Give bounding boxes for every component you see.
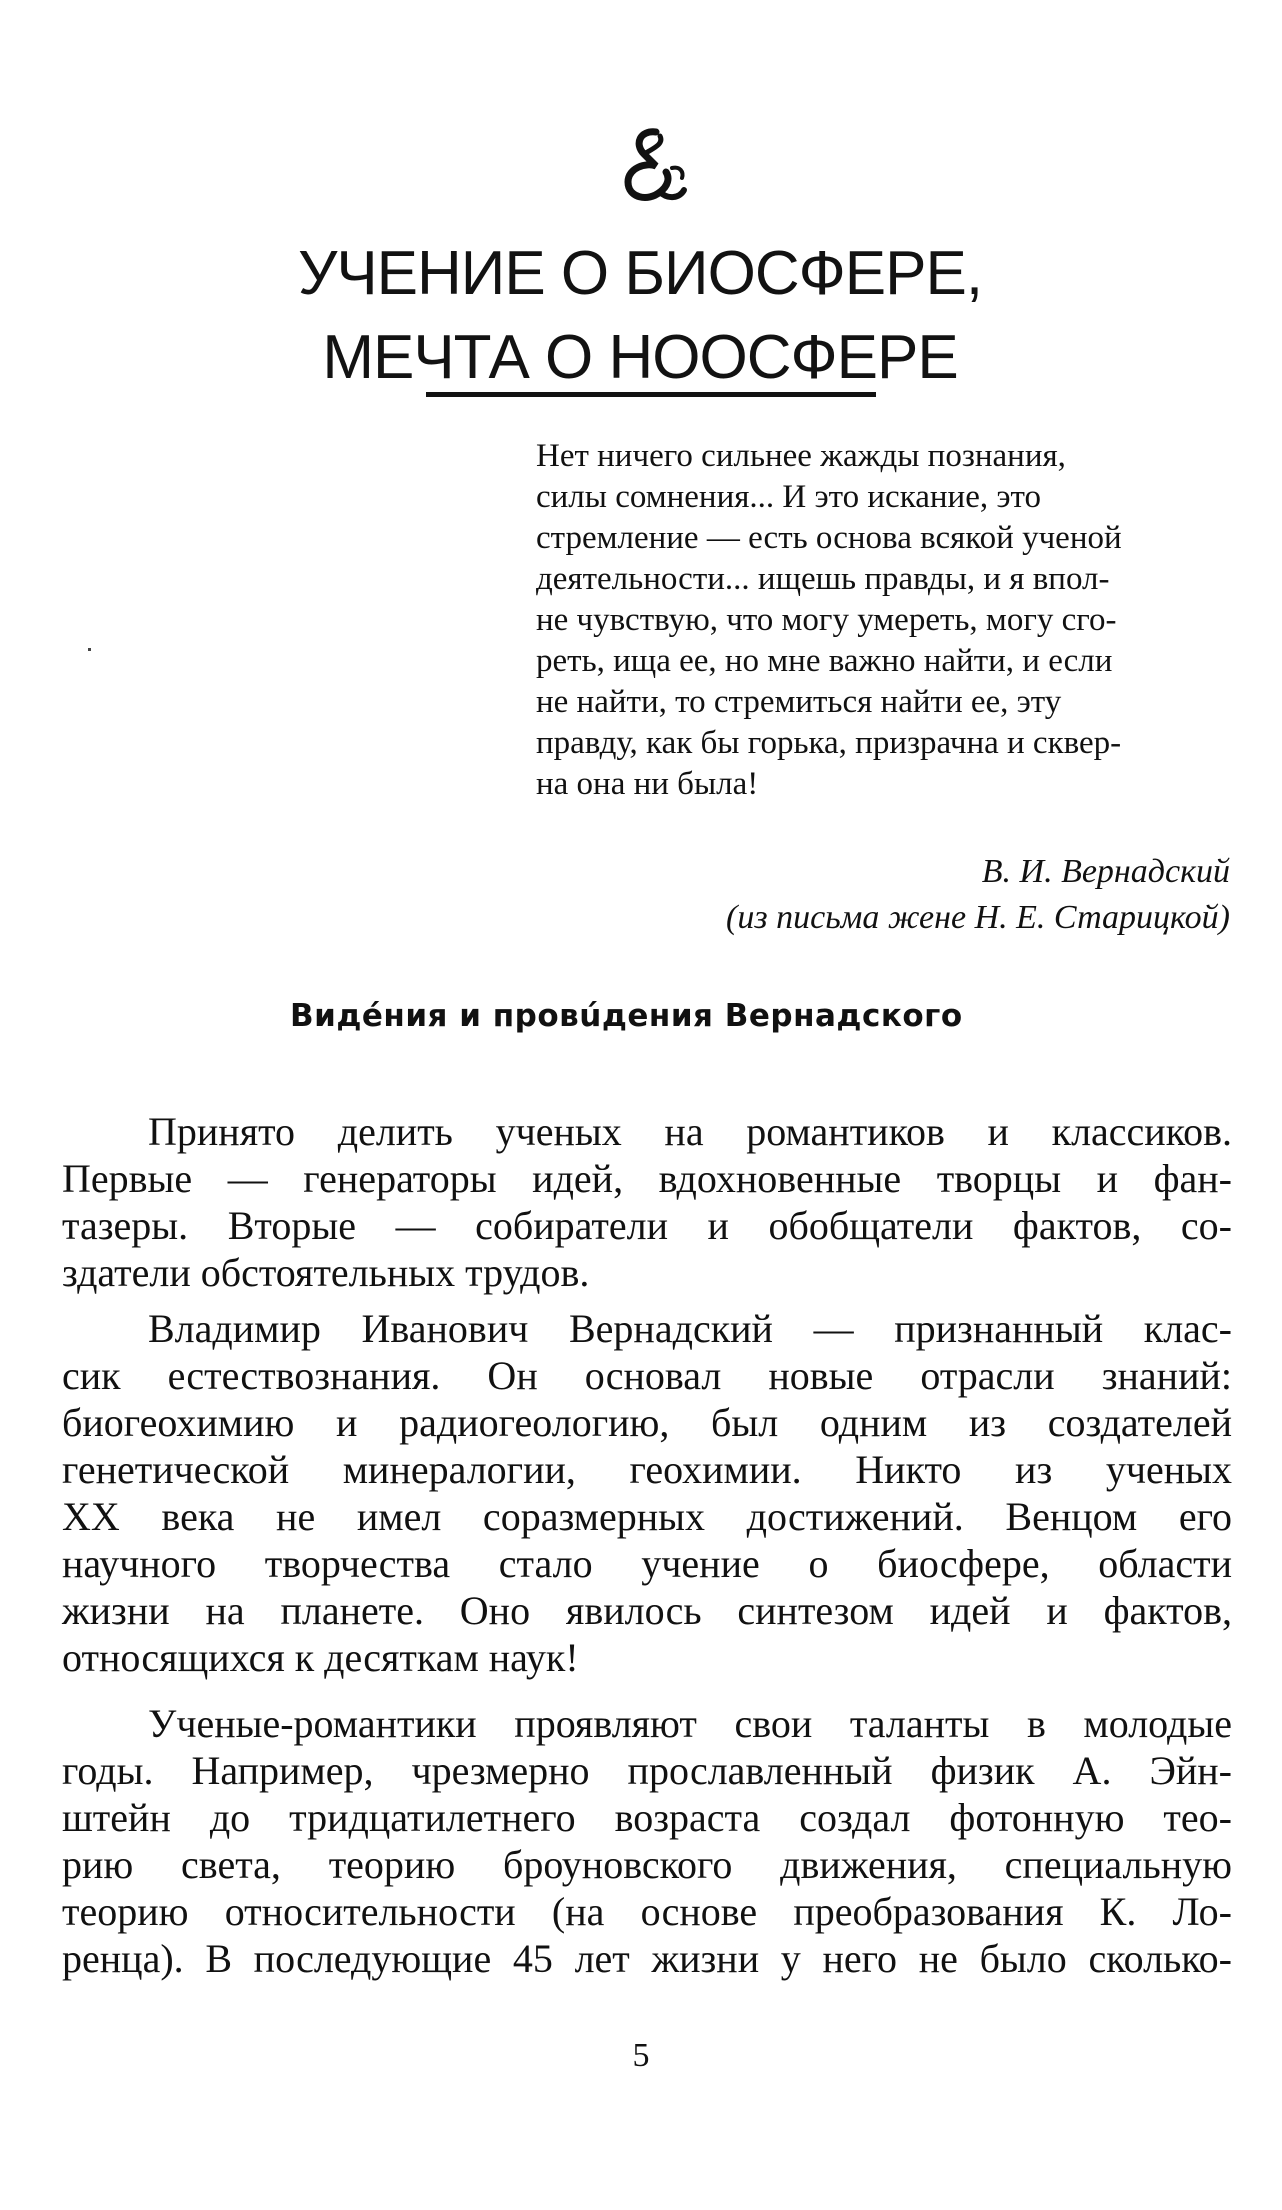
chapter-title-line-2: МЕЧТА О НООСФЕРЕ [322, 323, 958, 392]
paragraph-1 [62, 1108, 1232, 1296]
paragraph-line: тазеры. Вторые — собиратели и обобщатели фактов, со- [62, 1203, 1232, 1248]
print-speck [88, 648, 91, 651]
paragraph-line: Ученые-романтики проявляют свои таланты в молодые [148, 1701, 1232, 1746]
epigraph-line: Нет ничего сильнее жажды познания, [536, 438, 1066, 474]
epigraph-line: силы сомнения... И это искание, это [536, 479, 1041, 515]
paragraph-line: биогеохимию и радиогеологию, был одним из создателей [62, 1400, 1232, 1445]
paragraph-line: теорию относительности (на основе преобразования К. Ло- [62, 1889, 1232, 1934]
paragraph-line: Принято делить ученых на романтиков и классиков. [148, 1109, 1232, 1154]
paragraph-line: ренца). В последующие 45 лет жизни у него не было сколько- [62, 1936, 1232, 1981]
section-heading: Видéния и провúдения Вернадского [290, 998, 963, 1034]
paragraph-line: относящихся к десяткам наук! [62, 1635, 579, 1680]
epigraph-source: (из письма жене Н. Е. Старицкой) [726, 899, 1230, 936]
epigraph-author: В. И. Вернадский [981, 853, 1230, 890]
paragraph-line: XX века не имел соразмерных достижений. Венцом его [62, 1494, 1232, 1539]
paragraph-2 [62, 1305, 1232, 1681]
epigraph-line: реть, ища ее, но мне важно найти, и если [536, 643, 1113, 679]
paragraph-line: штейн до тридцатилетнего возраста создал фотонную тео- [62, 1795, 1232, 1840]
paragraph-line: жизни на планете. Оно явилось синтезом идей и фактов, [62, 1588, 1232, 1633]
epigraph [536, 436, 1236, 805]
ampersand-ornament-icon [610, 122, 696, 208]
paragraph-3 [62, 1700, 1232, 1982]
chapter-title-line-1: УЧЕНИЕ О БИОСФЕРЕ, [297, 239, 983, 308]
paragraph-line: сик естествознания. Он основал новые отрасли знаний: [62, 1353, 1232, 1398]
epigraph-line: не чувствую, что могу умереть, могу сго- [536, 602, 1117, 638]
paragraph-line: рию света, теорию броуновского движения, специальную [62, 1842, 1232, 1887]
epigraph-line: на она ни была! [536, 766, 759, 802]
epigraph-line: не найти, то стремиться найти ее, эту [536, 684, 1062, 720]
chapter-title [190, 232, 1090, 400]
title-underline [426, 392, 876, 397]
epigraph-line: стремление — есть основа всякой ученой [536, 520, 1122, 556]
paragraph-line: здатели обстоятельных трудов. [62, 1250, 590, 1295]
epigraph-line: правду, как бы горька, призрачна и сквер- [536, 725, 1122, 761]
paragraph-line: Первые — генераторы идей, вдохновенные творцы и фан- [62, 1156, 1232, 1201]
epigraph-line: деятельности... ищешь правды, и я впол- [536, 561, 1110, 597]
paragraph-line: годы. Например, чрезмерно прославленный физик А. Эйн- [62, 1748, 1232, 1793]
paragraph-line: Владимир Иванович Вернадский — признанный клас- [148, 1306, 1232, 1351]
paragraph-line: генетической минералогии, геохимии. Никто из ученых [62, 1447, 1232, 1492]
page-number: 5 [632, 2037, 650, 2074]
paragraph-line: научного творчества стало учение о биосфере, области [62, 1541, 1232, 1586]
